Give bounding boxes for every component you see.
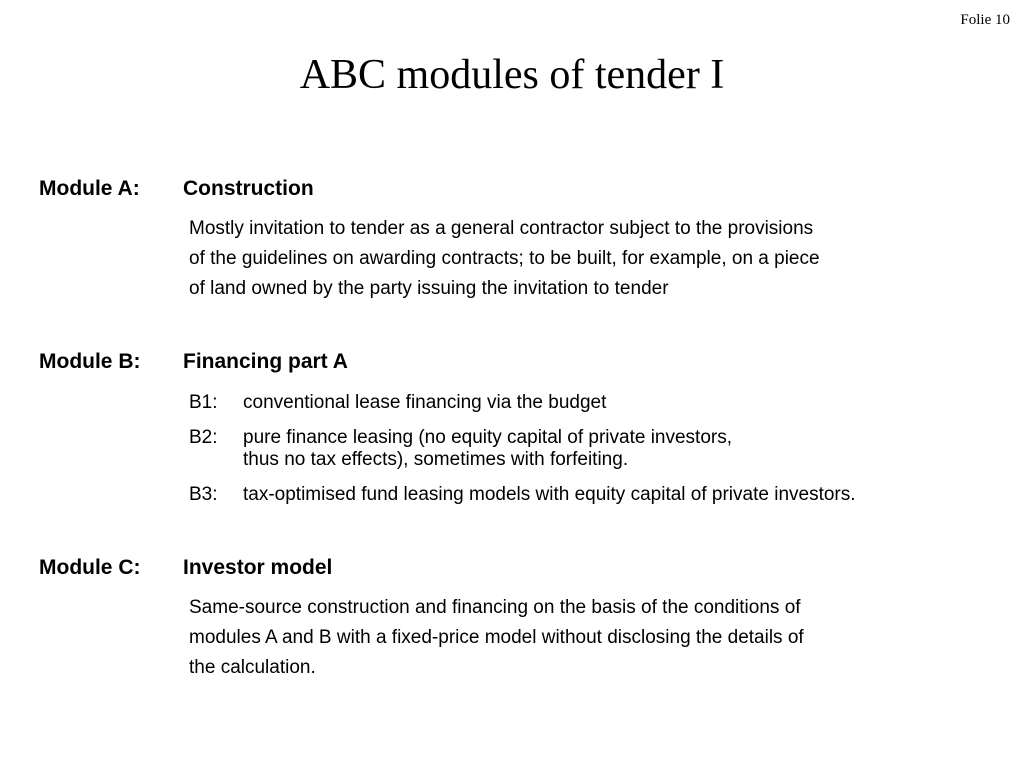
item-code: B2: [189,427,218,448]
module-a-heading [39,176,314,202]
module-a-description [189,214,820,304]
module-b-heading [39,349,348,375]
module-a-name: Construction [183,177,314,200]
module-a-line: Mostly invitation to tender as a general contractor subject to the provisions [189,218,814,239]
item-line: thus no tax effects), sometimes with forfeiting. [243,449,629,470]
module-c-label: Module C: [39,556,141,579]
module-a-label: Module A: [39,177,140,200]
module-c-description [189,593,804,683]
item-line: pure finance leasing (no equity capital of private investors, [243,427,732,448]
item-text [243,484,856,506]
module-a-line: of land owned by the party issuing the invitation to tender [189,278,669,299]
slide-number: Folie 10 [960,12,1010,28]
module-a-line: of the guidelines on awarding contracts; to be built, for example, on a piece [189,248,820,269]
item-code: B1: [189,392,218,413]
module-c-name: Investor model [183,556,333,579]
module-c-line: Same-source construction and financing on the basis of the conditions of [189,597,801,618]
module-b-name: Financing part A [183,350,348,373]
module-c-heading [39,555,333,581]
item-text [243,427,732,471]
item-line: conventional lease financing via the budget [243,392,607,413]
item-line: tax-optimised fund leasing models with equity capital of private investors. [243,484,856,505]
module-c-line: the calculation. [189,657,316,678]
module-c-line: modules A and B with a fixed-price model without disclosing the details of [189,627,804,648]
module-b-label: Module B: [39,350,141,373]
item-text [243,392,606,414]
item-code: B3: [189,484,218,505]
slide-title: ABC modules of tender I [299,52,725,98]
